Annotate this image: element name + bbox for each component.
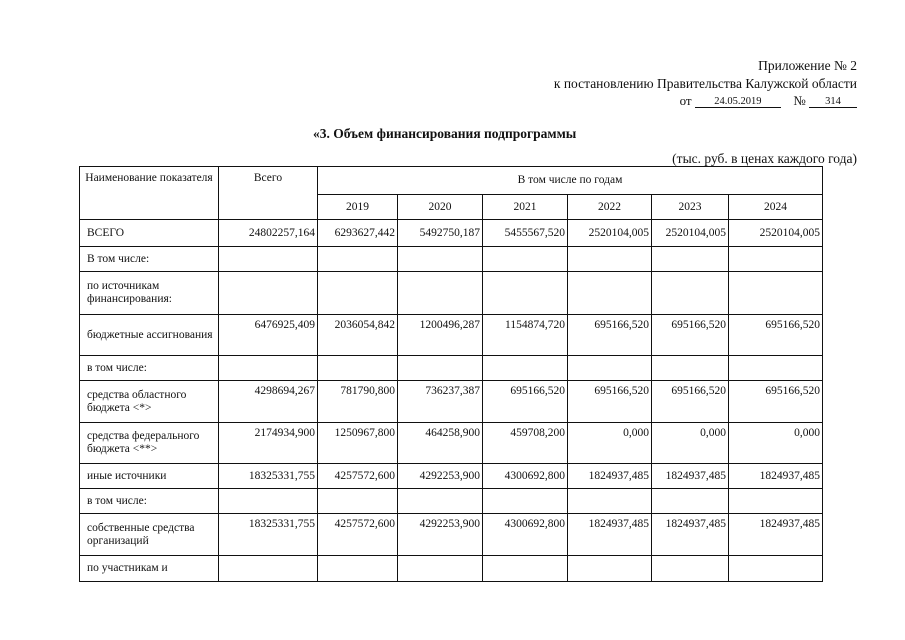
table-row [80, 356, 823, 381]
row-year-value [568, 356, 652, 381]
row-year-value [652, 356, 729, 381]
header-year: 2020 [398, 195, 483, 220]
row-year-value: 2520104,005 [652, 220, 729, 247]
document-date: 24.05.2019 [695, 96, 781, 108]
header-year: 2023 [652, 195, 729, 220]
row-year-value [483, 556, 568, 582]
row-year-value: 459708,200 [483, 423, 568, 464]
table-row [80, 220, 823, 247]
financing-table [79, 166, 823, 582]
row-year-value: 695166,520 [568, 381, 652, 423]
header-year: 2022 [568, 195, 652, 220]
row-year-value [652, 556, 729, 582]
row-year-value [398, 356, 483, 381]
resolution-label: к постановлению Правительства Калужской области [553, 76, 857, 91]
row-year-value: 1200496,287 [398, 315, 483, 356]
row-year-value: 695166,520 [568, 315, 652, 356]
row-total: 24802257,164 [219, 220, 318, 247]
row-year-value [318, 556, 398, 582]
row-year-value: 0,000 [568, 423, 652, 464]
table-row [80, 489, 823, 514]
row-year-value: 2036054,842 [318, 315, 398, 356]
row-year-value: 695166,520 [652, 315, 729, 356]
row-year-value: 4257572,600 [318, 514, 398, 556]
row-total: 18325331,755 [219, 464, 318, 489]
row-year-value: 2520104,005 [568, 220, 652, 247]
row-year-value: 0,000 [729, 423, 823, 464]
row-year-value: 6293627,442 [318, 220, 398, 247]
header-year: 2019 [318, 195, 398, 220]
row-year-value: 1824937,485 [652, 464, 729, 489]
row-year-value [483, 489, 568, 514]
row-year-value [729, 272, 823, 315]
header-total: Всего [219, 167, 318, 220]
row-year-value: 0,000 [652, 423, 729, 464]
row-total: 4298694,267 [219, 381, 318, 423]
row-year-value [398, 489, 483, 514]
row-year-value [568, 272, 652, 315]
row-year-value [568, 489, 652, 514]
row-year-value: 1824937,485 [729, 464, 823, 489]
row-year-value [318, 247, 398, 272]
table-row [80, 247, 823, 272]
row-year-value: 736237,387 [398, 381, 483, 423]
row-label: средства областного бюджета <*> [80, 381, 219, 423]
row-year-value [729, 556, 823, 582]
table-header-row [80, 167, 823, 195]
row-year-value: 1154874,720 [483, 315, 568, 356]
table-row [80, 315, 823, 356]
table-row [80, 464, 823, 489]
row-year-value [483, 356, 568, 381]
row-year-value [568, 247, 652, 272]
row-year-value: 4257572,600 [318, 464, 398, 489]
header-year: 2021 [483, 195, 568, 220]
row-total: 2174934,900 [219, 423, 318, 464]
row-label: в том числе: [80, 356, 219, 381]
row-year-value [652, 247, 729, 272]
section-title: «3. Объем финансирования подпрограммы [313, 126, 577, 141]
row-label: по источникам финансирования: [80, 272, 219, 315]
row-year-value: 464258,900 [398, 423, 483, 464]
row-year-value: 1824937,485 [568, 464, 652, 489]
table-row [80, 423, 823, 464]
row-year-value [318, 356, 398, 381]
row-year-value: 1250967,800 [318, 423, 398, 464]
row-year-value: 1824937,485 [568, 514, 652, 556]
number-label: № [793, 93, 806, 108]
row-year-value: 4292253,900 [398, 514, 483, 556]
row-total [219, 489, 318, 514]
row-label: В том числе: [80, 247, 219, 272]
table-row [80, 514, 823, 556]
document-number: 314 [809, 96, 857, 108]
row-year-value: 2520104,005 [729, 220, 823, 247]
table-row [80, 381, 823, 423]
row-year-value: 695166,520 [729, 381, 823, 423]
table-row [80, 556, 823, 582]
row-year-value [318, 489, 398, 514]
row-total [219, 247, 318, 272]
row-year-value [398, 272, 483, 315]
row-year-value [568, 556, 652, 582]
row-year-value [729, 356, 823, 381]
row-year-value [483, 272, 568, 315]
row-year-value [729, 489, 823, 514]
row-year-value [398, 247, 483, 272]
row-year-value: 4300692,800 [483, 464, 568, 489]
row-year-value: 695166,520 [729, 315, 823, 356]
units-note: (тыс. руб. в ценах каждого года) [672, 151, 857, 166]
header-by-years: В том числе по годам [318, 167, 823, 195]
row-year-value: 1824937,485 [729, 514, 823, 556]
row-year-value [318, 272, 398, 315]
row-year-value: 5455567,520 [483, 220, 568, 247]
row-label: в том числе: [80, 489, 219, 514]
row-year-value: 781790,800 [318, 381, 398, 423]
row-year-value [729, 247, 823, 272]
row-label: по участникам и [80, 556, 219, 582]
row-label: ВСЕГО [80, 220, 219, 247]
row-year-value [483, 247, 568, 272]
row-label: бюджетные ассигнования [80, 315, 219, 356]
row-total: 6476925,409 [219, 315, 318, 356]
row-label: иные источники [80, 464, 219, 489]
row-total [219, 556, 318, 582]
row-year-value: 695166,520 [652, 381, 729, 423]
row-year-value: 695166,520 [483, 381, 568, 423]
row-year-value [398, 556, 483, 582]
row-year-value [652, 489, 729, 514]
from-label: от [679, 93, 692, 108]
date-number-line [680, 93, 857, 109]
appendix-label: Приложение № 2 [758, 58, 857, 73]
row-year-value: 1824937,485 [652, 514, 729, 556]
row-label: средства федерального бюджета <**> [80, 423, 219, 464]
row-year-value [652, 272, 729, 315]
row-year-value: 4300692,800 [483, 514, 568, 556]
row-total: 18325331,755 [219, 514, 318, 556]
header-year: 2024 [729, 195, 823, 220]
row-total [219, 272, 318, 315]
table-row [80, 272, 823, 315]
row-year-value: 4292253,900 [398, 464, 483, 489]
header-name: Наименование показателя [80, 167, 219, 220]
row-total [219, 356, 318, 381]
row-year-value: 5492750,187 [398, 220, 483, 247]
row-label: собственные средства организаций [80, 514, 219, 556]
